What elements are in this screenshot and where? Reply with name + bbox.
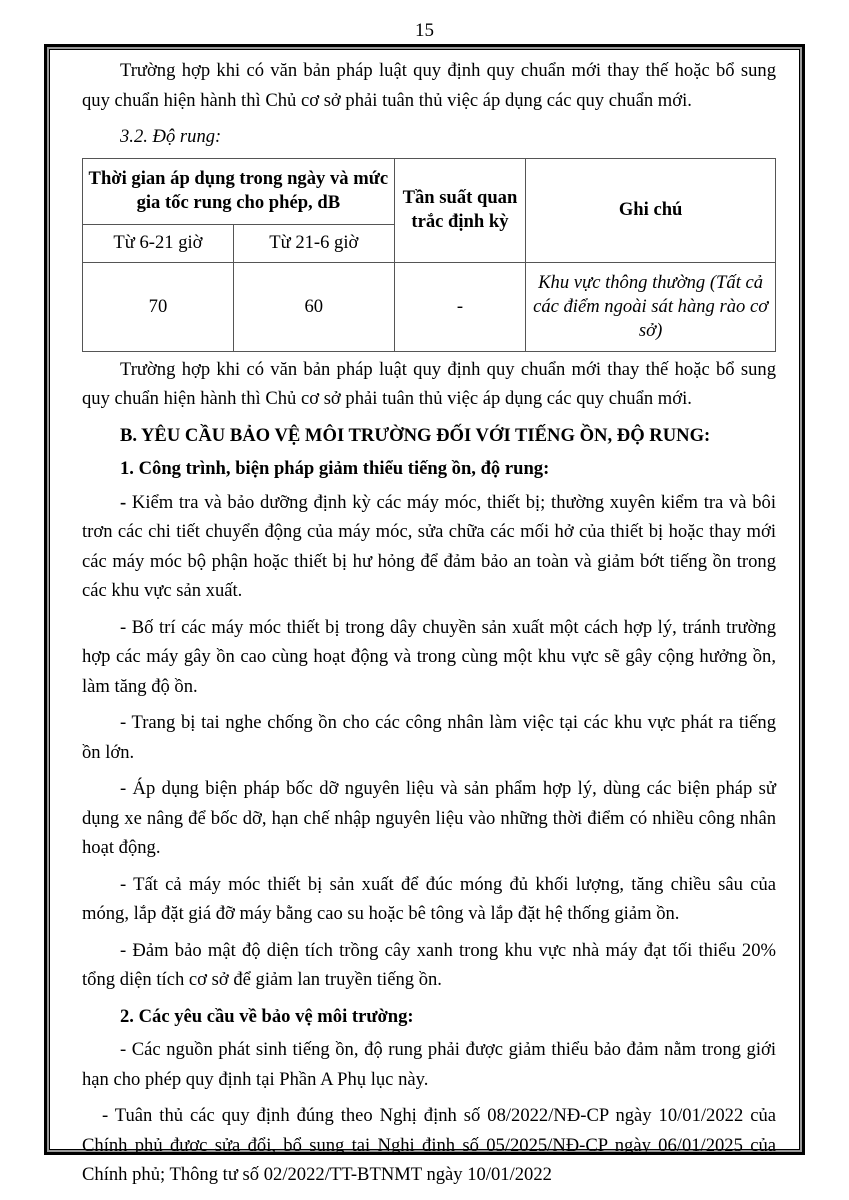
measure-item <box>82 488 776 606</box>
header-time-and-limit: Thời gian áp dụng trong ngày và mức gia tốc rung cho phép, dB <box>83 158 395 224</box>
measure-item: - Tất cả máy móc thiết bị sản xuất để đúc móng đủ khối lượng, tăng chiều sâu của móng, lắp đặt giá đỡ máy bằng cao su hoặc bê tông và lắp đặt hệ thống giảm ồn. <box>82 873 776 924</box>
cell-frequency: - <box>394 262 526 351</box>
measure-item: - Trang bị tai nghe chống ồn cho các công nhân làm việc tại các khu vực phát ra tiếng ồn lớn. <box>82 712 776 763</box>
cell-note: Khu vực thông thường (Tất cả các điểm ngoài sát hàng rào cơ sở) <box>526 262 776 351</box>
subheader-night: Từ 21-6 giờ <box>233 224 394 262</box>
requirement-item: - Các nguồn phát sinh tiếng ồn, độ rung phải được giảm thiểu bảo đảm nằm trong giới hạn cho phép quy định tại Phần A Phụ lục này. <box>82 1039 776 1090</box>
table-row <box>83 262 776 351</box>
section-heading-vibration: 3.2. Độ rung: <box>120 126 222 147</box>
cell-day-value: 70 <box>83 262 234 351</box>
measure-item: - Đảm bảo mật độ diện tích trồng cây xanh trong khu vực nhà máy đạt tối thiểu 20% tổng diện tích cơ sở để giảm lan truyền tiếng ồn. <box>82 939 776 990</box>
vibration-limits-table <box>82 158 776 352</box>
header-monitoring-frequency: Tần suất quan trắc định kỳ <box>394 158 526 262</box>
paragraph-standards-update-2: Trường hợp khi có văn bản pháp luật quy định quy chuẩn mới thay thế hoặc bổ sung quy chuẩn hiện hành thì Chủ cơ sở phải tuân thủ việc áp dụng các quy chuẩn mới. <box>82 358 776 409</box>
measure-item: - Bố trí các máy móc thiết bị trong dây chuyền sản xuất một cách hợp lý, tránh trường hợp các máy gây ồn cao cùng hoạt động và trong cùng một khu vực sẽ gây cộng hưởng ồn, làm tăng độ ồn. <box>82 616 776 697</box>
requirement-item: - Tuân thủ các quy định đúng theo Nghị định số 08/2022/NĐ-CP ngày 10/01/2022 của Chính phủ được sửa đổi, bổ sung tại Nghị định số 05/2025/NĐ-CP ngày 06/01/2025 của Chính phủ; Thông tư số 02/2022/TT-BTNMT ngày 10/01/2022 <box>82 1105 776 1185</box>
heading-measures: 1. Công trình, biện pháp giảm thiểu tiếng ồn, độ rung: <box>120 458 550 479</box>
heading-section-b: B. YÊU CẦU BẢO VỆ MÔI TRƯỜNG ĐỐI VỚI TIẾNG ỒN, ĐỘ RUNG: <box>120 424 711 446</box>
measure-dash: - <box>120 491 127 513</box>
paragraph-standards-update: Trường hợp khi có văn bản pháp luật quy định quy chuẩn mới thay thế hoặc bổ sung quy chuẩn hiện hành thì Chủ cơ sở phải tuân thủ việc áp dụng các quy chuẩn mới. <box>82 60 776 111</box>
measure-text-0: Kiểm tra và bảo dưỡng định kỳ các máy móc, thiết bị; thường xuyên kiểm tra và bôi trơn các chi tiết chuyển động của máy móc, sửa chữa các mối hở của thiết bị hoặc thay mới các máy móc bộ phận hoặc thiết bị hư hỏng để đảm bảo an toàn và giảm bớt tiếng ồn trong các khu vực sản xuất. <box>82 491 776 601</box>
cell-night-value: 60 <box>233 262 394 351</box>
measure-item: - Áp dụng biện pháp bốc dỡ nguyên liệu và sản phẩm hợp lý, dùng các biện pháp sử dụng xe nâng để bốc dỡ, hạn chế nhập nguyên liệu vào những thời điểm có nhiều công nhân hoạt động. <box>82 778 776 858</box>
page-number: 15 <box>415 20 434 41</box>
heading-requirements: 2. Các yêu cầu về bảo vệ môi trường: <box>120 1005 414 1027</box>
subheader-day: Từ 6-21 giờ <box>83 224 234 262</box>
header-note: Ghi chú <box>526 158 776 262</box>
document-body <box>82 56 776 1190</box>
